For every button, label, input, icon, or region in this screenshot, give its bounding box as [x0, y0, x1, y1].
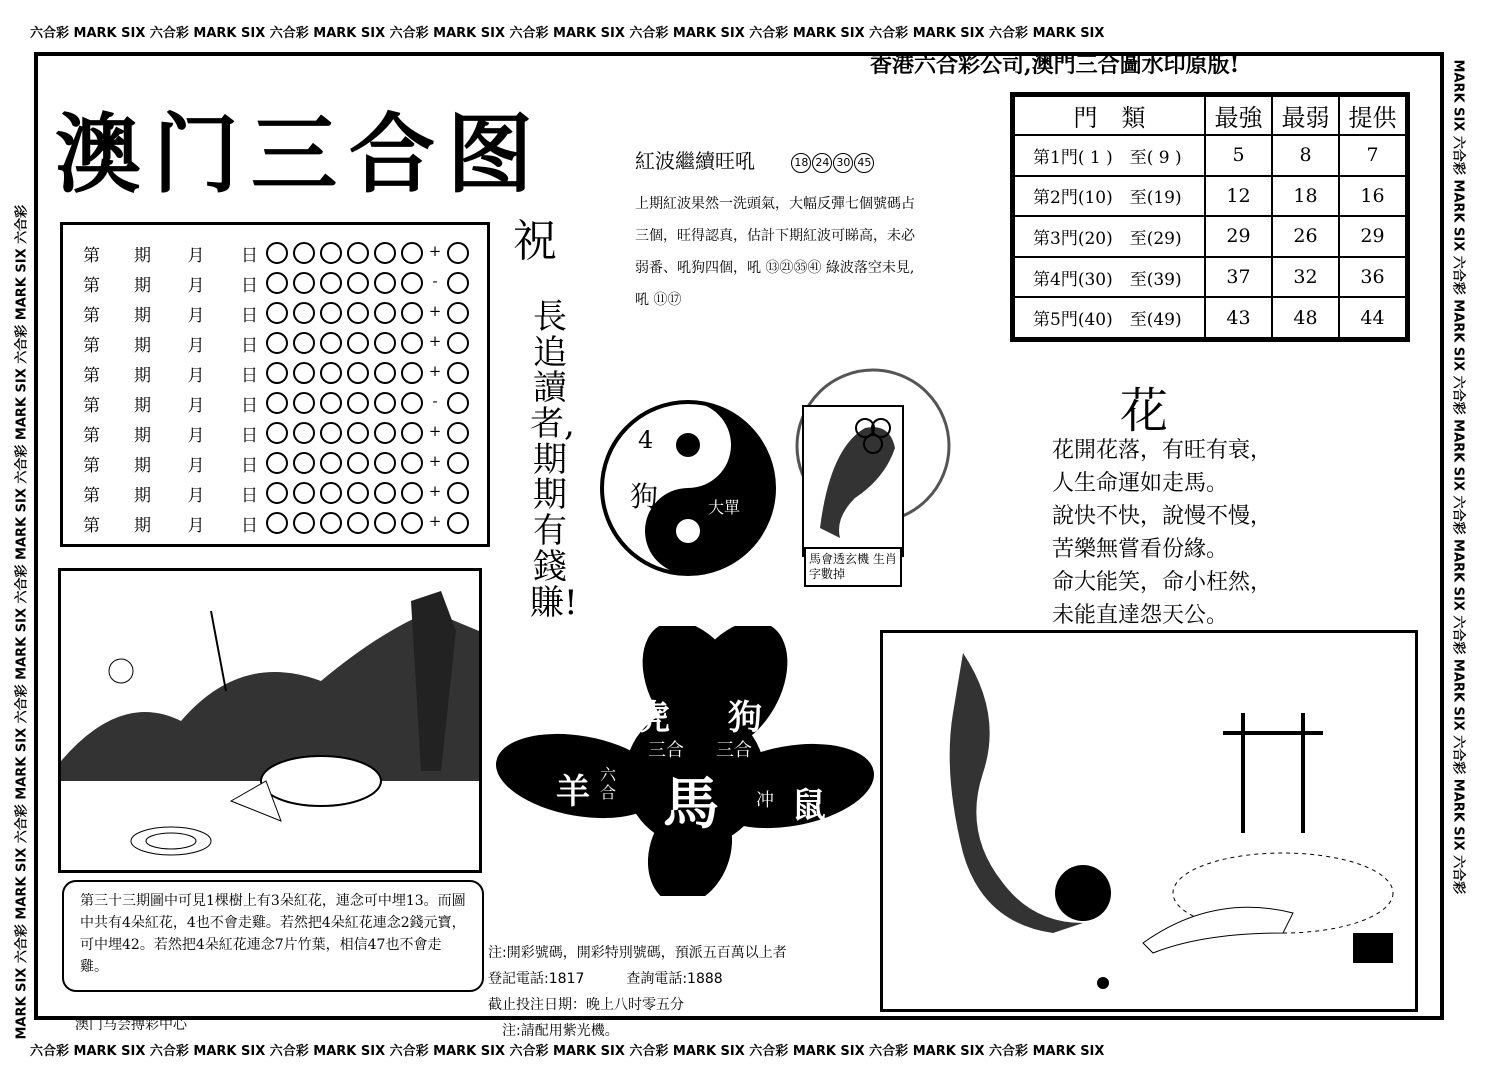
table-header: 最強 [1205, 96, 1272, 135]
number-circle [347, 302, 369, 324]
record-grid [60, 222, 490, 547]
poem-line: 苦樂無嘗看份緣。 [1052, 537, 1229, 562]
grid-day: 日 [241, 275, 258, 296]
grid-month: 月 [187, 275, 205, 296]
grid-period: 第 期 [83, 275, 151, 296]
number-circle [447, 422, 469, 444]
grid-period: 第 期 [83, 395, 151, 416]
left-border-text: MARK SIX 六合彩 MARK SIX 六合彩 MARK SIX 六合彩 MARK SIX 六合彩 MARK SIX 六合彩 MARK SIX 六合彩 MARK SIX 六合彩 [14, 204, 30, 1040]
number-circle [401, 452, 423, 474]
number-circle [374, 362, 396, 384]
number-circle [374, 332, 396, 354]
table-cell-weak: 26 [1272, 216, 1339, 257]
grid-month: 月 [187, 245, 205, 266]
number-circle [347, 422, 369, 444]
poem-line: 未能直達怨天公。 [1052, 603, 1229, 628]
yinyang-label: 大單 [708, 498, 741, 517]
table-row [1014, 297, 1406, 338]
number-circle [320, 452, 342, 474]
number-circle [320, 482, 342, 504]
grid-month: 月 [187, 395, 205, 416]
table-cell-weak: 48 [1272, 297, 1339, 338]
grid-day: 日 [241, 455, 258, 476]
grid-period: 第 期 [83, 335, 151, 356]
number-circle [266, 422, 288, 444]
table-cell-door: 第4門(30) 至(39) [1014, 257, 1205, 298]
number-circle [401, 302, 423, 324]
number-circle [293, 422, 315, 444]
number-circle [401, 362, 423, 384]
blessing-text: 長追讀者,期期有錢賺! [530, 297, 578, 623]
poem-line: 人生命運如走馬。 [1052, 471, 1229, 496]
news-ball: 24 [812, 153, 832, 173]
grid-sign: + [428, 512, 442, 530]
grid-sign: + [428, 302, 442, 320]
number-circle [347, 452, 369, 474]
right-border-text: MARK SIX 六合彩 MARK SIX 六合彩 MARK SIX 六合彩 MARK SIX 六合彩 MARK SIX 六合彩 MARK SIX 六合彩 MARK SIX 六合彩 [1450, 59, 1466, 895]
number-circle [293, 362, 315, 384]
table-cell-weak: 8 [1272, 135, 1339, 176]
number-circle [347, 482, 369, 504]
door-table [1010, 92, 1410, 342]
bottom-border-text: 六合彩 MARK SIX 六合彩 MARK SIX 六合彩 MARK SIX 六合彩 MARK SIX 六合彩 MARK SIX 六合彩 MARK SIX 六合彩 MARK SIX 六合彩 MARK SIX 六合彩 MARK SIX [30, 1044, 1105, 1059]
grid-period: 第 期 [83, 455, 151, 476]
number-circle [293, 242, 315, 264]
number-circle [266, 332, 288, 354]
number-circle [374, 512, 396, 534]
grid-period: 第 期 [83, 305, 151, 326]
number-circle [447, 482, 469, 504]
grid-month: 月 [187, 455, 205, 476]
number-circle [320, 242, 342, 264]
number-circle [266, 302, 288, 324]
number-circle [266, 512, 288, 534]
table-cell-offer: 29 [1339, 216, 1406, 257]
grid-day: 日 [241, 305, 258, 326]
number-circle [447, 302, 469, 324]
number-circle [347, 512, 369, 534]
grid-sign: - [432, 272, 438, 290]
top-border-text: 六合彩 MARK SIX 六合彩 MARK SIX 六合彩 MARK SIX 六合彩 MARK SIX 六合彩 MARK SIX 六合彩 MARK SIX 六合彩 MARK SIX 六合彩 MARK SIX 六合彩 MARK SIX [30, 26, 1105, 41]
flower-rel-2: 三合 [716, 740, 752, 761]
yinyang-num1: 4 [638, 426, 654, 454]
table-cell-door: 第2門(10) 至(19) [1014, 176, 1205, 217]
yinyang-animal: 狗 [630, 480, 659, 513]
table-cell-strong: 37 [1205, 257, 1272, 298]
rules-line: 截止投注日期：晚上八时零五分 [488, 997, 684, 1013]
number-circle [374, 302, 396, 324]
number-circle [401, 422, 423, 444]
table-cell-strong: 29 [1205, 216, 1272, 257]
grid-row [83, 239, 469, 267]
table-cell-strong: 43 [1205, 297, 1272, 338]
number-circle [374, 272, 396, 294]
grid-month: 月 [187, 485, 205, 506]
grid-period: 第 期 [83, 515, 151, 536]
poem-line: 花開花落，有旺有衰， [1052, 438, 1273, 463]
grid-period: 第 期 [83, 245, 151, 266]
grid-day: 日 [241, 395, 258, 416]
table-cell-weak: 32 [1272, 257, 1339, 298]
poem-title: 花 [1120, 383, 1169, 439]
number-circle [447, 332, 469, 354]
grid-row [83, 269, 469, 297]
number-circle [447, 452, 469, 474]
poem-body [1052, 434, 1272, 632]
table-cell-offer: 44 [1339, 297, 1406, 338]
grid-sign: + [428, 362, 442, 380]
grid-period: 第 期 [83, 365, 151, 386]
rules-line: 登記電話:1817 查詢電話:1888 [488, 971, 723, 987]
number-circle [447, 272, 469, 294]
grid-month: 月 [187, 365, 205, 386]
grid-row [83, 509, 469, 537]
number-circle [320, 332, 342, 354]
poem-line: 命大能笑，命小枉然， [1052, 570, 1273, 595]
table-cell-offer: 16 [1339, 176, 1406, 217]
grid-month: 月 [187, 515, 205, 536]
grid-sign: + [428, 452, 442, 470]
number-circle [293, 392, 315, 414]
yinyang-emblem [598, 398, 778, 578]
flower-petal-dog: 狗 [728, 698, 762, 738]
grid-month: 月 [187, 335, 205, 356]
number-circle [374, 452, 396, 474]
flower-petal-goat: 羊 [556, 772, 590, 812]
table-row [1014, 216, 1406, 257]
number-circle [401, 482, 423, 504]
footer-org: 澳门马会搏彩中心 [75, 1017, 187, 1033]
number-circle [293, 272, 315, 294]
table-header: 提供 [1339, 96, 1406, 135]
grid-row [83, 299, 469, 327]
number-circle [401, 392, 423, 414]
news-body: 上期紅波果然一洗頭氣，大幅反彈七個號碼占三個，旺得認真，估計下期紅波可睇高，未必弱番、吼狗四個，吼 ⑬㉑㉟㊶ 綠波落空未見,吼 ⑪⑰ [635, 196, 915, 308]
number-circle [293, 332, 315, 354]
puzzle-note: 第三十三期圖中可見1棵樹上有3朵紅花，連念可中埋13。而圖中共有4朵紅花，4也不會走雞。若然把4朵紅花連念2錢元寶，可中埋42。若然把4朵紅花連念7片竹葉，相信47也不會走雞。 [62, 880, 484, 992]
number-circle [293, 302, 315, 324]
news-balls [791, 153, 874, 173]
number-circle [401, 272, 423, 294]
grid-row [83, 359, 469, 387]
number-circle [266, 452, 288, 474]
news-ball: 30 [833, 153, 853, 173]
number-circle [447, 512, 469, 534]
number-circle [347, 242, 369, 264]
grid-period: 第 期 [83, 485, 151, 506]
rules-block [488, 940, 787, 1044]
table-cell-weak: 18 [1272, 176, 1339, 217]
number-circle [374, 242, 396, 264]
number-circle [320, 362, 342, 384]
grid-period: 第 期 [83, 425, 151, 446]
blessing-big-char: 祝 [513, 216, 557, 267]
number-circle [401, 512, 423, 534]
table-cell-door: 第3門(20) 至(29) [1014, 216, 1205, 257]
number-circle [266, 362, 288, 384]
grid-sign: + [428, 482, 442, 500]
number-circle [401, 332, 423, 354]
grid-sign: + [428, 422, 442, 440]
number-circle [320, 512, 342, 534]
number-circle [320, 422, 342, 444]
rules-line: 注:開彩號碼，開彩特別號碼，預派五百萬以上者 [488, 945, 787, 961]
grid-day: 日 [241, 485, 258, 506]
grid-sign: - [432, 392, 438, 410]
number-circle [447, 362, 469, 384]
number-circle [293, 482, 315, 504]
news-ball: 45 [854, 153, 874, 173]
table-header: 最弱 [1272, 96, 1339, 135]
yinyang-num2: 3 [686, 463, 703, 493]
number-circle [266, 242, 288, 264]
flower-center: 馬 [663, 771, 719, 837]
number-circle [374, 392, 396, 414]
number-circle [266, 482, 288, 504]
number-circle [320, 392, 342, 414]
table-row [1014, 176, 1406, 217]
number-circle [320, 302, 342, 324]
grid-row [83, 389, 469, 417]
news-ball: 18 [791, 153, 811, 173]
table-cell-offer: 7 [1339, 135, 1406, 176]
table-row [1014, 257, 1406, 298]
company-banner: 香港六合彩公司,澳門三合圖水印原版! [870, 52, 1240, 78]
illustration-tree-cat [880, 630, 1418, 1012]
flower-rel-1: 三合 [648, 740, 684, 761]
number-circle [347, 272, 369, 294]
number-circle [447, 392, 469, 414]
table-cell-offer: 36 [1339, 257, 1406, 298]
page-title: 澳门三合图 [55, 105, 545, 205]
flower-rel-3: 六合 [600, 765, 617, 802]
number-circle [347, 332, 369, 354]
flower-petal-rat: 鼠 [792, 786, 826, 826]
number-circle [293, 512, 315, 534]
flower-petal-tiger: 虎 [636, 698, 670, 738]
number-circle [374, 422, 396, 444]
table-cell-door: 第1門( 1 ) 至( 9 ) [1014, 135, 1205, 176]
illustration-ox-landscape [58, 568, 482, 873]
number-circle [320, 272, 342, 294]
table-header: 門 類 [1014, 96, 1205, 135]
number-circle [347, 392, 369, 414]
horse-stamp [795, 368, 955, 588]
grid-sign: + [428, 242, 442, 260]
flower-rel-4: 冲 [756, 790, 774, 811]
number-circle [293, 452, 315, 474]
grid-day: 日 [241, 335, 258, 356]
table-cell-strong: 5 [1205, 135, 1272, 176]
grid-month: 月 [187, 305, 205, 326]
number-circle [374, 482, 396, 504]
news-headline [635, 145, 874, 174]
grid-day: 日 [241, 365, 258, 386]
grid-day: 日 [241, 245, 258, 266]
number-circle [447, 242, 469, 264]
number-circle [401, 242, 423, 264]
news-headline-text: 紅波繼續旺吼 [635, 149, 755, 173]
grid-row [83, 419, 469, 447]
table-row [1014, 135, 1406, 176]
grid-sign: + [428, 332, 442, 350]
table-cell-strong: 12 [1205, 176, 1272, 217]
number-circle [266, 272, 288, 294]
stamp-caption: 馬會透玄機 生肖字數掉 [809, 552, 897, 581]
grid-row [83, 449, 469, 477]
poem-line: 說快不快，說慢不慢， [1052, 504, 1273, 529]
table-cell-door: 第5門(40) 至(49) [1014, 297, 1205, 338]
grid-month: 月 [187, 425, 205, 446]
grid-row [83, 329, 469, 357]
grid-day: 日 [241, 425, 258, 446]
number-circle [347, 362, 369, 384]
grid-row [83, 479, 469, 507]
rules-line: 注:請配用紫光機。 [488, 1023, 619, 1039]
grid-day: 日 [241, 515, 258, 536]
number-circle [266, 392, 288, 414]
